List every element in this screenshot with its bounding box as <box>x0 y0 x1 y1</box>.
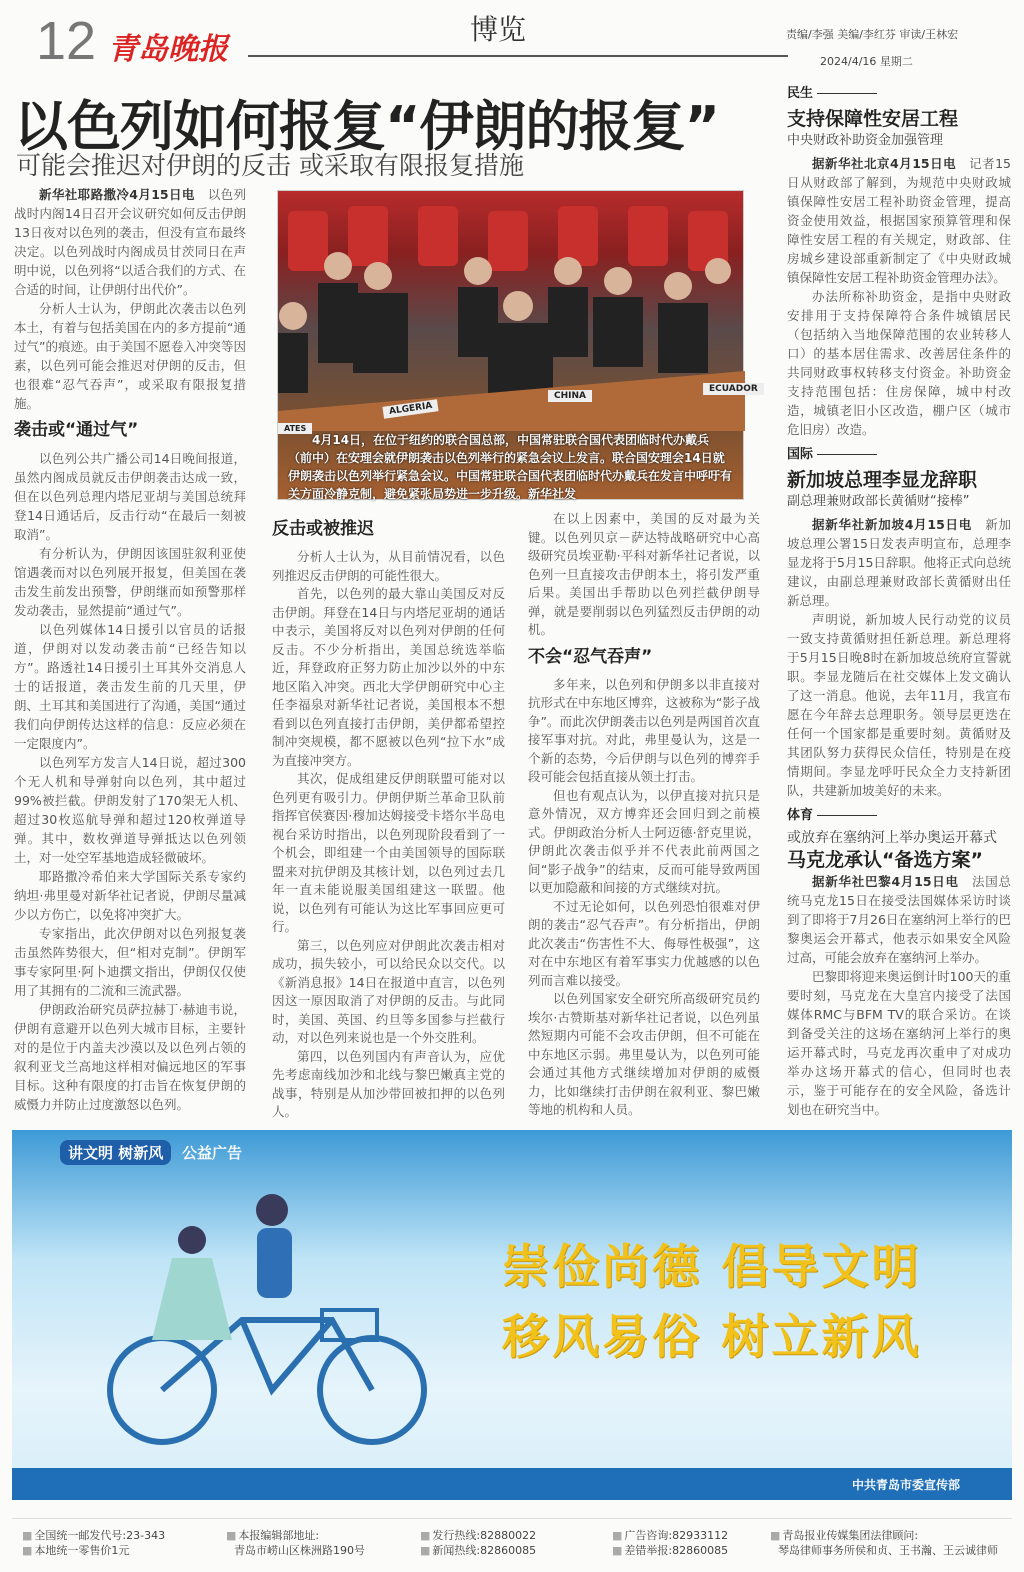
paragraph: 据新华社北京4月15日电 记者15日从财政部了解到，为规范中央财政城镇保障性安居工程补助资金管理，提高资金使用效益，根据国家预算管理和保障性安居工程的有关规定，财政部、住房城乡建设部重新制定了《中央财政城镇保障性安居工程补助资金管理办法》。 <box>787 156 1011 285</box>
paragraph: 办法所称补助资金，是指中央财政安排用于支持保障符合条件城镇居民（包括纳入当地保障范围的农业转移人口）的基本居住需求、改善居住条件的共同财政事权转移支付资金。补助资金支持范围包括：住房保障，城中村改造，城镇老旧小区改造，棚户区（城市危旧房）改造。 <box>787 289 1011 437</box>
ad-slogan-line-1: 崇俭尚德 倡导文明 <box>502 1240 922 1295</box>
paragraph: 有分析认为，伊朗因该国驻叙利亚使馆遇袭而对以色列展开报复，但美国在袭击发生前发出预警，伊朗继而如预警那样发动袭击，显然提前“通过气”。 <box>14 546 246 618</box>
section-heading: 反击或被推迟 <box>272 519 374 539</box>
paragraph: 据新华社巴黎4月15日电 法国总统马克龙15日在接受法国媒体采访时谈到了即将于7月26日在塞纳河上举行的巴黎奥运会开幕式，他表示如果安全风险过高，可能会放弃在塞纳河上举办。 <box>787 874 1011 965</box>
footer-block: ■ 广告咨询:82933112 ■ 差错举报:82860085 <box>612 1528 728 1558</box>
category-label: 民生 <box>787 84 1011 103</box>
header-divider <box>248 55 788 57</box>
news-briefs-column <box>787 84 1011 1119</box>
article-column-3 <box>528 510 760 1120</box>
paragraph: 分析人士认为，从目前情况看，以色列推迟反击伊朗的可能性很大。 <box>272 549 505 583</box>
article-column-2 <box>272 512 505 1122</box>
brief-headline: 支持保障性安居工程 <box>787 108 959 130</box>
public-service-ad <box>12 1130 1012 1500</box>
brief-kicker: 或放弃在塞纳河上举办奥运开幕式 <box>787 830 997 846</box>
ad-type: 公益广告 <box>182 1144 243 1162</box>
editor-credits: 责编/李强 美编/李红芬 审读/王林宏 <box>786 28 959 41</box>
paragraph: 以色列媒体14日援引以官员的话报道，伊朗对以发动袭击前“已经告知以方”。路透社14日援引土耳其外交消息人士的话报道，袭击发生前的几天里，伊朗、土耳其和美国进行了沟通，美国“通过我们向伊朗传达这样的信息：反应必须在一定限度内”。 <box>14 622 246 751</box>
paragraph: 不过无论如何，以色列恐怕很难对伊朗的袭击“忍气吞声”。有分析指出，伊朗此次袭击“伤害性不大、侮辱性极强”，这对在中东地区有着军事实力优越感的以色列而言难以接受。 <box>528 898 760 988</box>
paragraph: 声明说，新加坡人民行动党的议员一致支持黄循财担任新总理。新总理将于5月15日晚8时在新加坡总统府宣誓就职。李显龙随后在社交媒体上发文确认了这一消息。他说，去年11月，我宣布愿在今年辞去总理职务。领导层更迭在任何一个国家都是重要时刻。黄循财及其团队努力获得民众信任，特别是在疫情期间。李显龙呼吁民众全力支持新团队，共建新加坡美好的未来。 <box>787 612 1011 798</box>
meeting-illustration <box>278 191 745 431</box>
paragraph: 专家指出，此次伊朗对以色列报复袭击虽然阵势很大，但“相对克制”。伊朗军事专家阿里·阿卜迪撰文指出，伊朗仅仅使用了其拥有的二流和三流武器。 <box>14 926 246 998</box>
brief-headline: 马克龙承认“备选方案” <box>787 849 983 871</box>
ad-slogan-line-2: 移风易俗 树立新风 <box>502 1310 922 1365</box>
paragraph: 以色列公共广播公司14日晚间报道，虽然内阁成员就反击伊朗袭击达成一致，但在以色列总理内塔尼亚胡与美国总统拜登14日通话后，反击行动“在最后一刻被取消”。 <box>14 451 246 542</box>
headline: 以色列如何报复“伊朗的报复” <box>14 95 719 158</box>
paragraph: 以色列国家安全研究所高级研究员约埃尔·古赞斯基对新华社记者说，以色列虽然短期内可能不会攻击伊朗，但不可能在中东地区示弱。弗里曼认为，以色列可能会通过其他方式继续增加对伊朗的威慑力，比如继续打击伊朗在叙利亚、黎巴嫩等地的机构和人员。 <box>528 991 760 1117</box>
photo-caption: 4月14日，在位于纽约的联合国总部，中国常驻联合国代表团临时代办戴兵（前中）在安理会就伊朗袭击以色列举行的紧急会议上发言。联合国安理会14日就伊朗袭击以色列举行紧急会议。中国常驻联合国代表团临时代办戴兵在发言中呼吁有关方面冷静克制，避免紧张局势进一步升级。新华社发 <box>288 433 733 501</box>
brief-subheadline: 副总理兼财政部长黄循财“接棒” <box>787 494 970 509</box>
ad-tag: 讲文明 树新风 <box>60 1140 171 1165</box>
article-column-1 <box>14 185 246 1114</box>
footer-block: ■ 全国统一邮发代号:23-343 ■ 本地统一零售价1元 <box>22 1528 165 1558</box>
paragraph: 据新华社新加坡4月15日电 新加坡总理公署15日发表声明宣布，总理李显龙将于5月15日辞职。他将正式向总统建议，由副总理兼财政部长黄循财出任新总理。 <box>787 517 1011 608</box>
nameplate: CHINA <box>548 390 592 402</box>
paragraph: 巴黎即将迎来奥运倒计时100天的重要时刻，马克龙在大皇宫内接受了法国媒体RMC与BFM TV的联合采访。在谈到备受关注的这场在塞纳河上举行的奥运开幕式时，马克龙再次重申了对成功举办这场开幕式的信心，但同时也表示，鉴于可能存在的安全风险，备选计划也在研究当中。 <box>787 969 1011 1117</box>
paragraph: 第四，以色列国内有声音认为，应优先考虑南线加沙和北线与黎巴嫩真主党的战事，特别是从加沙带回被扣押的以色列人。 <box>272 1048 505 1119</box>
footer-block: ■ 本报编辑部地址: 青岛市崂山区株洲路190号 <box>226 1528 365 1558</box>
brief-subheadline: 中央财政补助资金加强管理 <box>787 133 944 148</box>
dateline: 新华社耶路撒冷4月15日电 <box>39 187 195 202</box>
paragraph: 分析人士认为，伊朗此次袭击以色列本土，有着与包括美国在内的多方提前“通过气”的痕迹。由于美国不愿卷入冲突等因素，以色列可能会推迟对伊朗的反击，但也很难“忍气吞声”，或采取有限报复措施。 <box>14 301 246 411</box>
nameplate: ECUADOR <box>703 383 764 395</box>
subheadline: 可能会推迟对伊朗的反击 或采取有限报复措施 <box>16 151 524 180</box>
nameplate: ATES <box>278 423 312 434</box>
section-heading: 不会“忍气吞声” <box>528 646 653 667</box>
paragraph: 首先，以色列的最大靠山美国反对反击伊朗。拜登在14日与内塔尼亚胡的通话中表示，美国将反对以色列对伊朗的任何反击。不少分析指出，美国总统选举临近，拜登政府正努力防止加沙以外的中东地区陷入冲突。西北大学伊朗研究中心主任李福泉对新华社记者说，美国根本不想看到以色列直接打击伊朗，美伊都希望控制冲突规模，都不愿被以色列“拉下水”成为直接冲突方。 <box>272 586 505 768</box>
paragraph: 但也有观点认为，以伊直接对抗只是意外情况，双方博弈还会回归到之前模式。伊朗政治分析人士阿迈德·舒克里说，伊朗此次袭击似乎并不代表此前两国之间“影子战争”的结束，反而可能导致两国以更加隐蔽和间接的方式继续对抗。 <box>528 787 760 895</box>
cyclists-illustration <box>72 1180 472 1460</box>
paragraph: 新华社耶路撒冷4月15日电 以色列战时内阁14日召开会议研究如何反击伊朗13日夜对以色列的袭击，但没有宣布最终决定。以色列战时内阁成员甘茨同日在声明中说，以色列将“以适合我们的方式、在合适的时间，让伊朗付出代价”。 <box>14 187 246 297</box>
news-photo <box>277 190 758 501</box>
paragraph: 多年来，以色列和伊朗多以非直接对抗形式在中东地区博弈，这被称为“影子战争”。而此次伊朗袭击以色列是两国首次直接军事对抗。对此，弗里曼认为，这是一个新的态势，今后伊朗与以色列的博弈手段可能会包括直接从领土打击。 <box>528 676 760 784</box>
section-heading: 袭击或“通过气” <box>14 420 139 440</box>
newspaper-logo: 青岛晚报 <box>108 32 228 67</box>
section-title: 博览 <box>470 13 527 46</box>
paragraph: 在以上因素中，美国的反对最为关键。以色列贝京－萨达特战略研究中心高级研究员埃亚勒·平科对新华社记者说，以色列一旦直接攻击伊朗本土，将引发严重后果。美国出手帮助以色列拦截伊朗导弹，就是要削弱以色列猛烈反击伊朗的动机。 <box>528 511 760 637</box>
paragraph: 耶路撒冷希伯来大学国际关系专家约纳坦·弗里曼对新华社记者说，伊朗尽量减少以方伤亡，以免将冲突扩大。 <box>14 869 246 922</box>
paragraph: 以色列军方发言人14日说，超过300个无人机和导弹射向以色列，其中超过99%被拦截。伊朗发射了170架无人机、超过30枚巡航导弹和超过120枚弹道导弹。其中，数枚弹道导弹抵达以色列领土，对一处空军基地造成轻微破坏。 <box>14 755 246 865</box>
footer-block: ■ 青岛报业传媒集团法律顾问: 琴岛律师事务所侯和贞、王书瀚、王云诚律师 <box>770 1528 998 1558</box>
category-label: 国际 <box>787 445 1011 464</box>
footer-block: ■ 发行热线:82880022 ■ 新闻热线:82860085 <box>420 1528 536 1558</box>
nameplate: ALGERIA <box>382 399 439 419</box>
category-label: 体育 <box>787 806 1011 825</box>
paragraph: 其次，促成组建反伊朗联盟可能对以色列更有吸引力。伊朗伊斯兰革命卫队前指挥官侯赛因·穆加达姆接受卡塔尔半岛电视台采访时指出，以色列现阶段看到了一个机会，即组建一个由美国领导的国际联盟来对抗伊朗及其核计划，以色列过去几年一直未能说服美国组建这一联盟。他说，以色列有可能认为这比军事回应更可行。 <box>272 771 505 934</box>
brief-headline: 新加坡总理李显龙辞职 <box>787 469 978 491</box>
ad-sponsor-bar <box>12 1468 1012 1500</box>
paragraph: 第三，以色列应对伊朗此次袭击相对成功，损失较小，可以给民众以交代。以《新消息报》14日在报道中直言，以色列因这一原因取消了对伊朗的反击。与此同时，美国、英国、约旦等多国参与拦截行动，对以色列来说也是一个外交胜利。 <box>272 937 505 1045</box>
ad-sponsor: 中共青岛市委宣传部 <box>851 1478 960 1492</box>
paragraph: 伊朗政治研究员萨拉赫丁·赫迪韦说，伊朗有意避开以色列大城市目标，主要针对的是位于内盖夫沙漠以及以色列占领的叙利亚戈兰高地这样相对偏远地区的军事目标。这种有限度的打击旨在恢复伊朗的威慑力并防止过度激怒以色列。 <box>14 1002 246 1112</box>
footer-divider <box>12 1518 1012 1519</box>
page-number: 12 <box>36 11 97 71</box>
issue-date: 2024/4/16 星期二 <box>820 55 913 68</box>
